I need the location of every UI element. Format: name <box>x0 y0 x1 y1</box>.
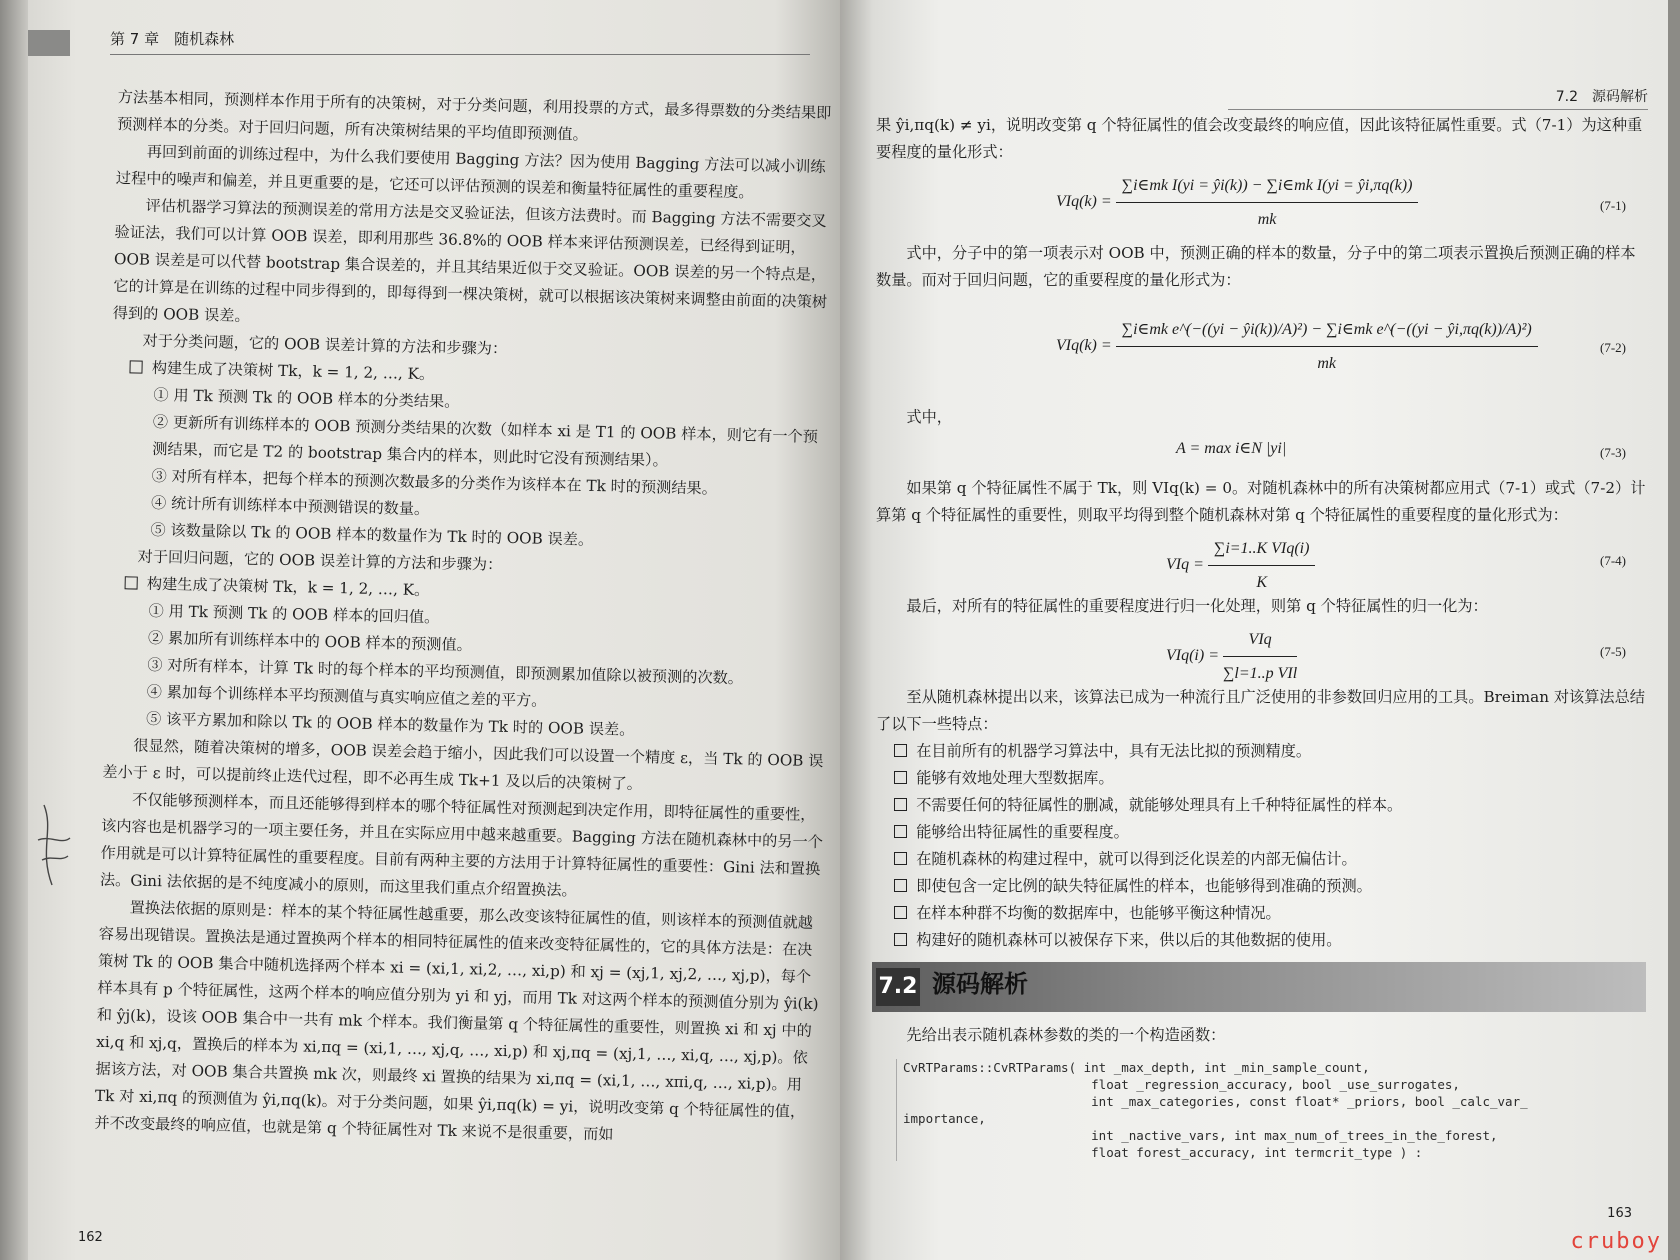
feature-text: 能够给出特征属性的重要程度。 <box>916 823 1129 841</box>
section-title: 源码解析 <box>932 970 1028 998</box>
paragraph: 不仅能够预测样本，而且还能够得到样本的哪个特征属性对预测起到决定作用，即特征属性的重要性，该内容也是机器学习的一项主要任务，并且在实际应用中越来越重要。Bagging 方法在随机森林中的另一个作用就是可以计算特征属性的重要程度。目前有两种主要的方法用于计算特征属性的重要性：Gini 法和置换法。Gini 法依据的是不纯度减小的原则，而这里我们重点介绍置换法。 <box>99 790 824 900</box>
paragraph-after-eq4: 最后，对所有的特征属性的重要程度进行归一化处理，则第 q 个特征属性的归一化为： <box>906 597 1488 615</box>
feature-text: 不需要任何的特征属性的删减，就能够处理具有上千种特征属性的样本。 <box>916 796 1403 814</box>
feature-item <box>876 738 1646 765</box>
feature-item <box>876 846 1646 873</box>
checkbox-bullet-icon <box>894 771 907 784</box>
feature-text: 构建好的随机森林可以被保存下来，供以后的其他数据的使用。 <box>916 931 1342 949</box>
paragraph: 对于回归问题，它的 OOB 误差计算的方法和步骤为： <box>137 547 503 574</box>
feature-text: 在目前所有的机器学习算法中，具有无法比拟的预测精度。 <box>916 742 1312 760</box>
eq5-numerator: VIq <box>1223 626 1297 657</box>
left-page <box>28 0 840 1260</box>
right-page-number: 163 <box>1607 1206 1632 1221</box>
eq3-expression: A = max i∈N |yi| <box>1176 440 1287 457</box>
eq3-number: (7-3) <box>1600 445 1626 460</box>
checkbox-bullet-icon <box>130 360 143 373</box>
eq1-number: (7-1) <box>1600 198 1626 213</box>
eq2-denominator: mk <box>1317 355 1337 372</box>
eq5-denominator: ∑l=1..p VIl <box>1223 665 1298 682</box>
code-block: CvRTParams::CvRTParams( int _max_depth, int _min_sample_count, float _regression_accuracy, bool _use_surrogates, int _max_categories, const float* _priors, bool _calc_var_ importance, int _nactive_vars, int max_num_of_trees_in_the_forest, float forest_accuracy, int termcrit_type ) : <box>896 1059 1646 1161</box>
checkbox-bullet-icon <box>125 576 138 589</box>
left-page-body <box>94 84 840 1153</box>
eq4-number: (7-4) <box>1600 553 1626 568</box>
bullet-text: 构建生成了决策树 Tk，k = 1, 2, …, K。 <box>151 358 435 384</box>
checkbox-bullet-icon <box>894 933 907 946</box>
feature-item <box>876 792 1646 819</box>
eq4-lhs: VIq = <box>1166 556 1204 574</box>
paragraph: 置换法依据的原则是：样本的某个特征属性越重要，那么改变该特征属性的值，则该样本的预测值就越容易出现错误。置换法是通过置换两个样本的相同特征属性的值来改变特征属性的，它的具体方法是：在决策树 Tk 的 OOB 集合中随机选择两个样本 xi = (xi,1, xi,2, …, xi,p) 和 xj = (xj,1, xj,2, …, xj,p)，每个样本具有 p 个特征属性，这两个样本的响应值分别为 yi 和 yj，而用 Tk 对这两个样本的预测值分别为 ŷi(k) 和 ŷj(k)，设该 OOB 集合中一共有 mk 个样本。我们衡量第 q 个特征属性的重要性，则置换 xi 和 xj 中的 xi,q 和 xj,q，置换后的样本为 xi,πq = (xi,1, …, xj,q, …, xi,p) 和 xj,πq = (xj,1, …, xi,q, …, xj,p)。依据该方法，对 OOB 集合共置换 mk 次，则最终 xi 置换的结果为 xi,πq = (xi,1, …, xπi,q, …, xi,p)。用 Tk 对 xi,πq 的预测值为 ŷi,πq(k)。对于分类问题，如果 ŷi,πq(k) = yi，说明改变第 q 个特征属性的值，并不改变最终的响应值，也就是第 q 个特征属性对 Tk 来说不是很重要，而如 <box>94 898 819 1144</box>
feature-item <box>876 873 1646 900</box>
feature-item <box>876 819 1646 846</box>
checkbox-bullet-icon <box>894 906 907 919</box>
eq4-numerator: ∑i=1..K VIq(i) <box>1208 535 1316 566</box>
checkbox-bullet-icon <box>894 744 907 757</box>
eq2-number: (7-2) <box>1600 340 1626 355</box>
step-item: ③ 对所有样本，计算 Tk 时的每个样本的平均预测值，即预测累加值除以被预测的次数。 <box>147 655 744 688</box>
book-edge <box>0 0 28 1260</box>
eq1-numerator: ∑i∈mk I(yi = ŷi(k)) − ∑i∈mk I(yi = ŷi,πq(k)) <box>1116 172 1419 203</box>
step-item: ⑤ 该平方累加和除以 Tk 的 OOB 样本的数量作为 Tk 时的 OOB 误差。 <box>145 709 635 739</box>
paragraph: 很显然，随着决策树的增多，OOB 误差会趋于缩小，因此我们可以设置一个精度 ε，当 Tk 的 OOB 误差小于 ε 时，可以提前终止迭代过程，即不必再生成 Tk+1 及以后的决策树了。 <box>102 736 824 794</box>
book-edge-right <box>1668 0 1680 1260</box>
step-item: ④ 累加每个训练样本平均预测值与真实响应值之差的平方。 <box>146 682 547 710</box>
paragraph-after-eq1: 式中，分子中的第一项表示对 OOB 中，预测正确的样本的数量，分子中的第二项表示置换后预测正确的样本数量。而对于回归问题，它的重要程度的量化形式为： <box>876 244 1636 289</box>
summary-paragraph: 至从随机森林提出以来，该算法已成为一种流行且广泛使用的非参数回归应用的工具。Breiman 对该算法总结了以下一些特点： <box>876 688 1645 733</box>
equation-7-5 <box>876 620 1646 684</box>
section-number: 7.2 <box>876 968 920 1006</box>
equation-7-2 <box>876 294 1646 404</box>
section-banner <box>872 962 1646 1012</box>
paragraph-after-eq3: 如果第 q 个特征属性不属于 Tk，则 VIq(k) = 0。对随机森林中的所有决策树都应用式（7-1）或式（7-2）计算第 q 个特征属性的重要性，则取平均得到整个随机森林对第 q 个特征属性的重要程度的量化形式为： <box>876 479 1646 524</box>
eq2-lhs: VIq(k) = <box>1056 337 1112 355</box>
left-running-head: 第 7 章 随机森林 <box>110 28 810 55</box>
right-page <box>840 0 1668 1260</box>
step-item: ① 用 Tk 预测 Tk 的 OOB 样本的分类结果。 <box>153 385 460 411</box>
right-page-body <box>876 112 1646 1161</box>
checkbox-bullet-icon <box>894 852 907 865</box>
paragraph: 对于分类问题，它的 OOB 误差计算的方法和步骤为： <box>142 331 508 358</box>
watermark: cruboy <box>1570 1229 1662 1254</box>
eq2-numerator: ∑i∈mk e^(−((yi − ŷi(k))/A)²) − ∑i∈mk e^(−((yi − ŷi,πq(k))/A)²) <box>1116 316 1538 347</box>
step-item: ② 更新所有训练样本的 OOB 预测分类结果的次数（如样本 xi 是 T1 的 OOB 样本，则它有一个预测结果，而它是 T2 的 bootstrap 集合内的样本，则此时它没有预测结果）。 <box>152 412 819 470</box>
code-intro: 先给出表示随机森林参数的类的一个构造函数： <box>906 1026 1226 1044</box>
eq1-denominator: mk <box>1257 211 1277 228</box>
checkbox-bullet-icon <box>894 798 907 811</box>
bullet-text: 构建生成了决策树 Tk，k = 1, 2, …, K。 <box>146 574 430 600</box>
checkbox-bullet-icon <box>894 879 907 892</box>
eq5-lhs: VIq(i) = <box>1166 647 1219 665</box>
eq5-number: (7-5) <box>1600 644 1626 659</box>
step-item: ④ 统计所有训练样本中预测错误的数量。 <box>150 493 430 519</box>
chapter-tab-marker <box>28 30 70 56</box>
feature-text: 在随机森林的构建过程中，就可以得到泛化误差的内部无偏估计。 <box>916 850 1357 868</box>
step-item: ⑤ 该数量除以 Tk 的 OOB 样本的数量作为 Tk 时的 OOB 误差。 <box>150 520 594 549</box>
paragraph: 方法基本相同，预测样本作用于所有的决策树，对于分类问题，利用投票的方式，最多得票数的分类结果即预测样本的分类。对于回归问题，所有决策树结果的平均值即预测值。 <box>116 87 832 144</box>
eq4-denominator: K <box>1256 574 1267 591</box>
step-item: ② 累加所有训练样本中的 OOB 样本的预测值。 <box>147 628 473 655</box>
feature-item <box>876 765 1646 792</box>
equation-7-4 <box>876 529 1646 593</box>
where-label: 式中， <box>906 408 952 426</box>
paragraph: 再回到前面的训练过程中，为什么我们要使用 Bagging 方法？因为使用 Bagging 方法可以减小训练过程中的噪声和偏差，并且更重要的是，它还可以评估预测的误差和衡量特征属性的重要程度。 <box>115 142 826 202</box>
feature-text: 在样本种群不均衡的数据库中，也能够平衡这种情况。 <box>916 904 1281 922</box>
left-page-number: 162 <box>78 1230 103 1245</box>
feature-text: 能够有效地处理大型数据库。 <box>916 769 1114 787</box>
paragraph: 评估机器学习算法的预测误差的常用方法是交叉验证法，但该方法费时。而 Bagging 方法不需要交叉验证法，我们可以计算 OOB 误差，即利用那些 36.8%的 OOB 样本来评估预测误差，已经得到证明，OOB 误差是可以代替 bootstrap 集合误差的，并且其结果近似于交叉验证。OOB 误差的另一个特点是，它的计算是在训练的过程中同步得到的，即每得到一棵决策树，就可以根据该决策树来调整由前面的决策树得到的 OOB 误差。 <box>112 196 828 326</box>
pencil-mark-icon <box>34 800 74 890</box>
feature-item <box>876 900 1646 927</box>
checkbox-bullet-icon <box>894 825 907 838</box>
feature-item <box>876 927 1646 954</box>
equation-7-1 <box>876 166 1646 240</box>
intro-paragraph: 果 ŷi,πq(k) ≠ yi，说明改变第 q 个特征属性的值会改变最终的响应值，因此该特征属性重要。式（7-1）为这种重要程度的量化形式： <box>876 116 1643 161</box>
step-item: ① 用 Tk 预测 Tk 的 OOB 样本的回归值。 <box>148 601 440 627</box>
feature-list <box>876 738 1646 954</box>
right-running-head: 7.2 源码解析 <box>1228 86 1648 110</box>
equation-7-3 <box>876 431 1646 475</box>
feature-text: 即使包含一定比例的缺失特征属性的样本，也能够得到准确的预测。 <box>916 877 1372 895</box>
step-item: ③ 对所有样本，把每个样本的预测次数最多的分类作为该样本在 Tk 时的预测结果。 <box>151 466 718 498</box>
eq1-lhs: VIq(k) = <box>1056 193 1112 211</box>
